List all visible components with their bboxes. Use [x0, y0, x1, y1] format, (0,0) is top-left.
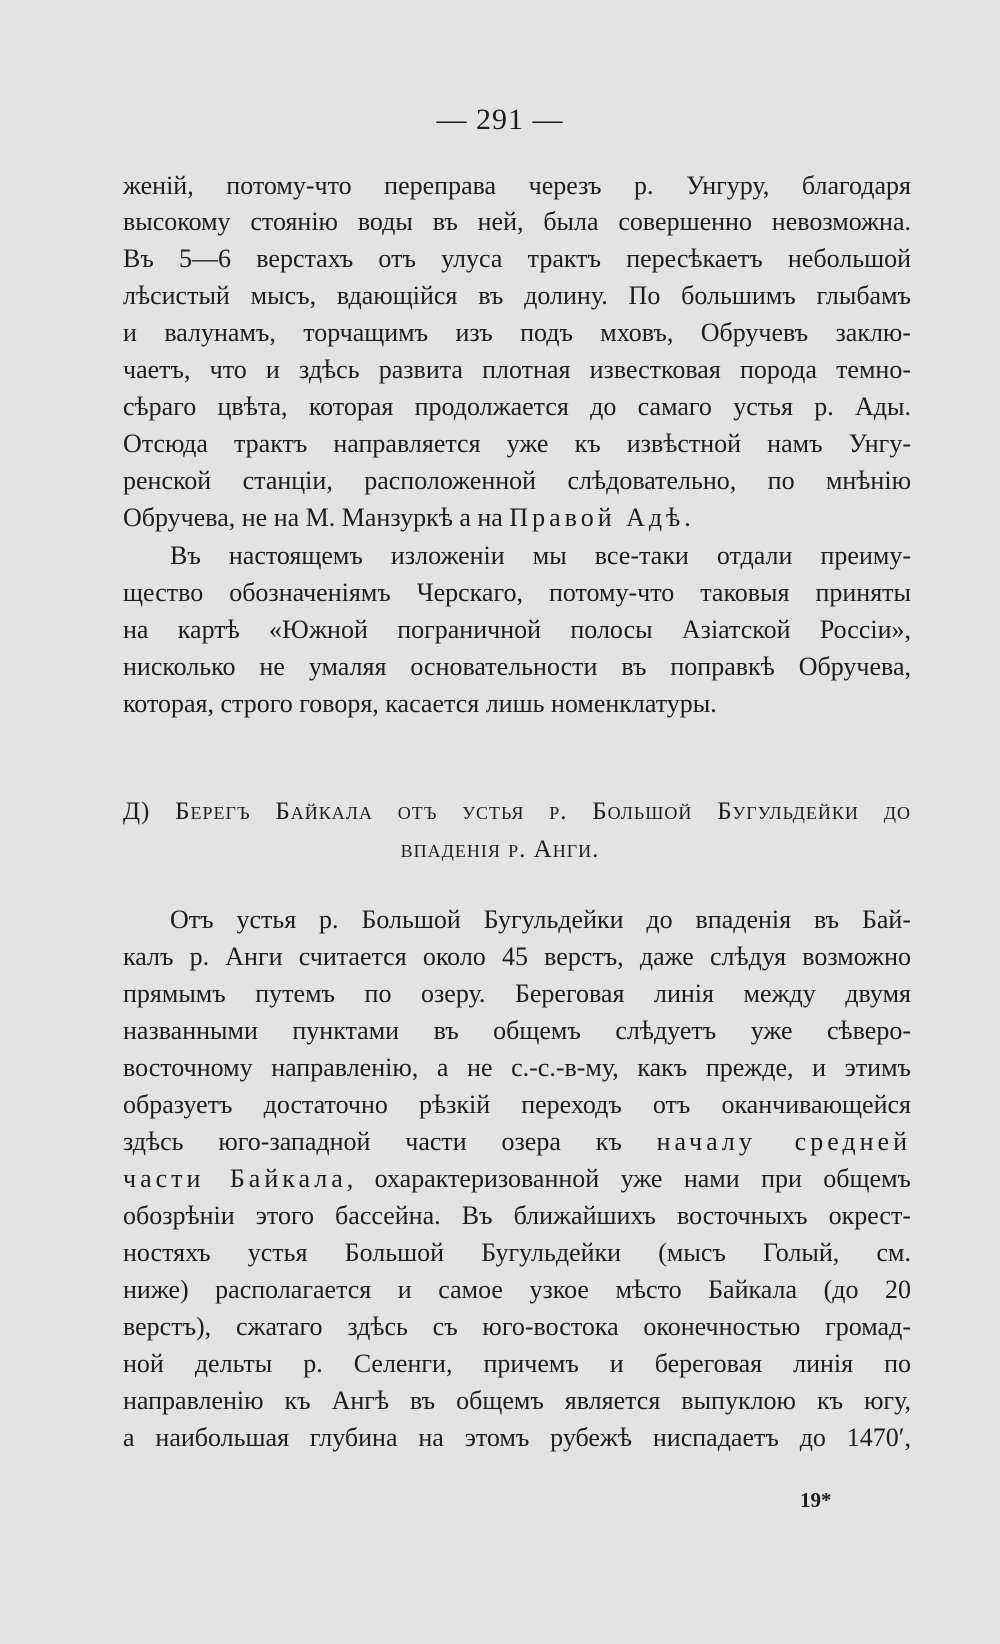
text-line: ной дельты р. Селенги, причемъ и береговая линія по: [123, 1349, 911, 1378]
text-line: на картѣ «Южной пограничной полосы Азіатской Россіи»,: [123, 615, 911, 644]
spaced-text: Правой Адѣ: [509, 503, 685, 532]
text-line: ниже) располагается и самое узкое мѣсто Байкала (до 20: [123, 1275, 911, 1304]
text-line: ностяхъ устья Большой Бугульдейки (мысъ Голый, см.: [123, 1238, 911, 1267]
signature-mark: 19*: [800, 1488, 832, 1512]
text-line: и валунамъ, торчащимъ изъ подъ мховъ, Обручевъ заклю-: [123, 318, 911, 347]
text-line: высокому стоянію воды въ ней, была совершенно невозможна.: [123, 207, 911, 236]
section-heading: [123, 796, 911, 828]
text-line: женій, потому-что переправа черезъ р. Унгуру, благодаря: [123, 171, 911, 200]
text-line: [123, 1163, 911, 1195]
text-line: обозрѣніи этого бассейна. Въ ближайшихъ восточныхъ окрест-: [123, 1201, 911, 1230]
text-line: калъ р. Анги считается около 45 верстъ, даже слѣдуя возможно: [123, 942, 911, 971]
text-line: направленію къ Ангѣ въ общемъ является выпуклою къ югу,: [123, 1386, 911, 1415]
text-span: , охарактеризованной уже нами при общемъ: [346, 1164, 911, 1193]
spaced-text: началу средней: [656, 1127, 911, 1156]
text-line: сѣраго цвѣта, которая продолжается до самаго устья р. Ады.: [123, 392, 911, 421]
spaced-text: части Байкала: [123, 1164, 347, 1193]
section-heading-line-2: впаденія р. Анги.: [400, 836, 600, 863]
text-span: Обручева, не на М. Манзуркѣ а на: [123, 503, 510, 532]
text-line: верстъ), сжатаго здѣсь съ юго-востока оконечностью громад-: [123, 1312, 911, 1341]
text-span: .: [684, 503, 691, 532]
text-line: лѣсистый мысъ, вдающійся въ долину. По большимъ глыбамъ: [123, 281, 911, 310]
text-line: прямымъ путемъ по озеру. Береговая линія между двумя: [123, 979, 911, 1008]
text-line: [123, 502, 911, 534]
text-line: Въ 5—6 верстахъ отъ улуса трактъ пересѣкаетъ небольшой: [123, 244, 911, 273]
text-span: здѣсь юго-западной части озера къ: [123, 1127, 657, 1156]
text-line: восточному направленію, а не с.-с.-в-му, какъ прежде, и этимъ: [123, 1053, 911, 1082]
text-line: чаетъ, что и здѣсь развита плотная известковая порода темно-: [123, 355, 911, 384]
text-line: которая, строго говоря, касается лишь номенклатуры.: [123, 689, 717, 718]
text-line: щество обозначеніямъ Черскаго, потому-что таковыя приняты: [123, 578, 911, 607]
page-number: — 291 —: [436, 103, 564, 136]
text-line: Въ настоящемъ изложеніи мы все-таки отдали преиму-: [170, 541, 911, 570]
heading-line-1: Д) Берегъ Байкала отъ устья р. Большой Бугульдейки до: [123, 798, 911, 825]
text-line: названными пунктами въ общемъ слѣдуетъ уже сѣверо-: [123, 1016, 911, 1045]
text-line: образуетъ достаточно рѣзкій переходъ отъ оканчивающейся: [123, 1090, 911, 1119]
text-line: [123, 1126, 911, 1158]
text-line: Отсюда трактъ направляется уже къ извѣстной намъ Унгу-: [123, 429, 911, 458]
text-line: ренской станціи, расположенной слѣдовательно, по мнѣнію: [123, 466, 911, 495]
text-line: Отъ устья р. Большой Бугульдейки до впаденія въ Бай-: [170, 905, 911, 934]
text-line: нисколько не умаляя основательности въ поправкѣ Обручева,: [123, 652, 911, 681]
text-line: а наибольшая глубина на этомъ рубежѣ ниспадаетъ до 1470′,: [123, 1423, 911, 1452]
